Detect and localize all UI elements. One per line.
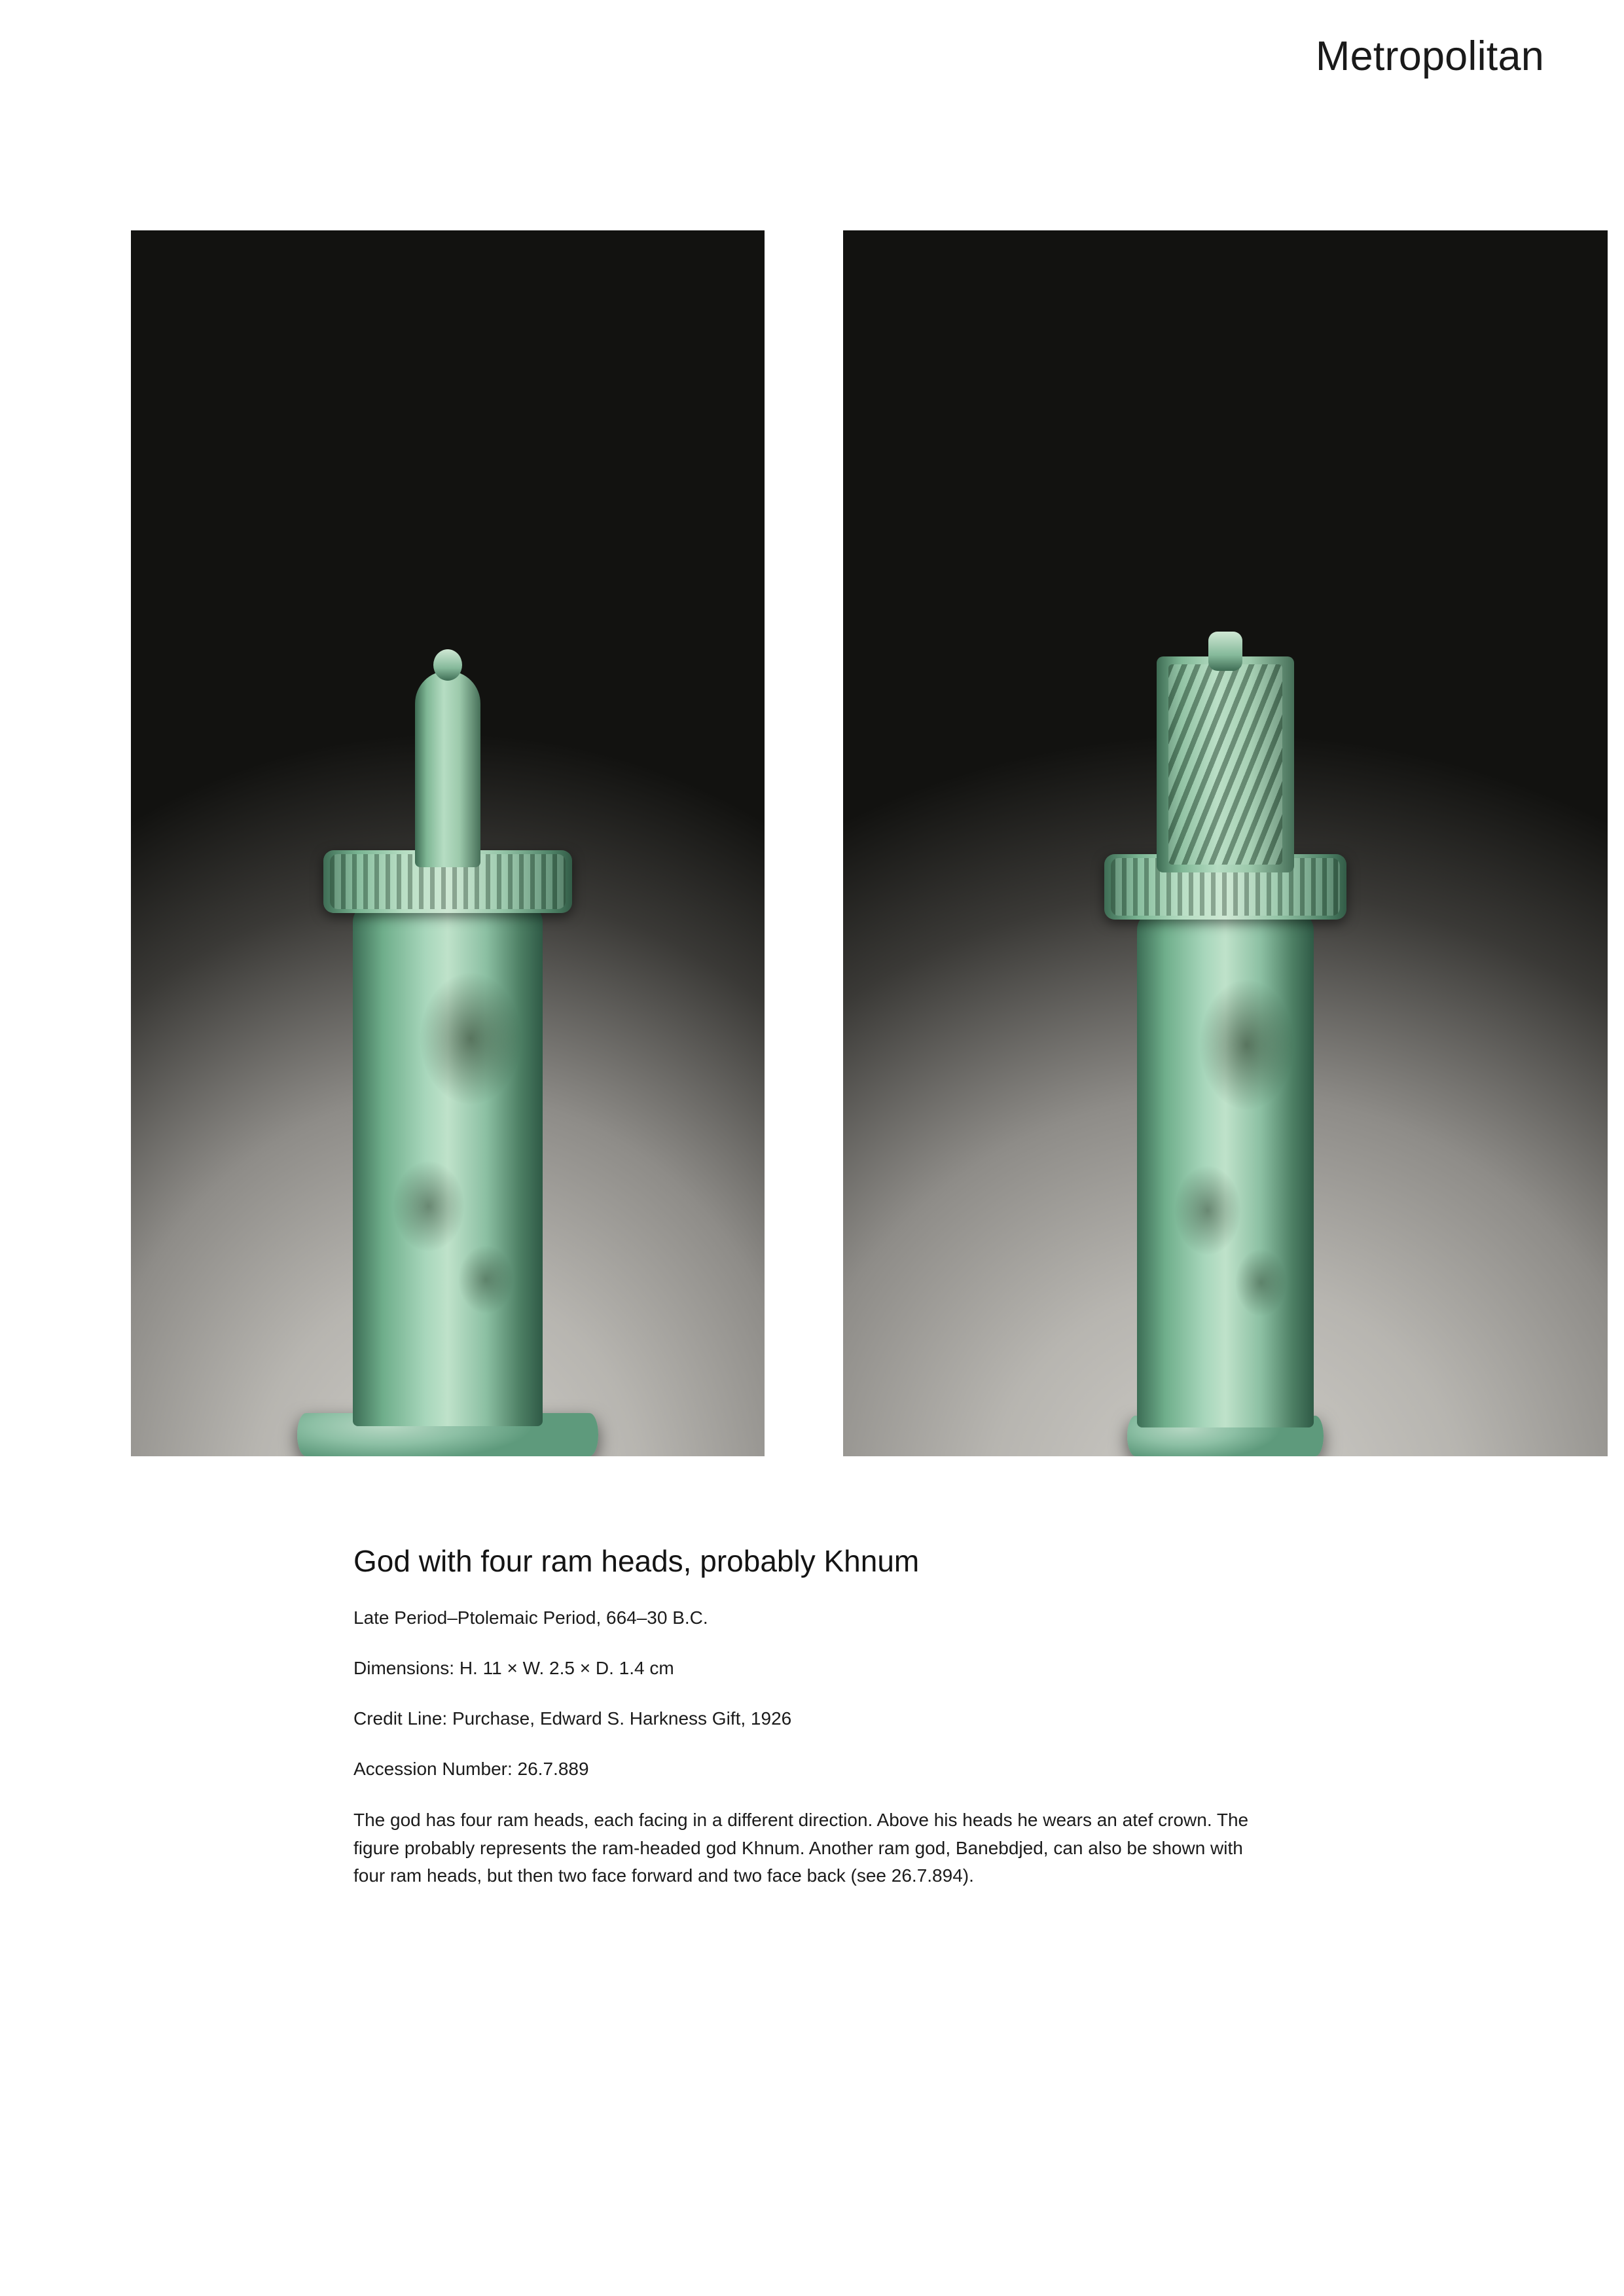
object-description: The god has four ram heads, each facing in a different direction. Above his heads he wears an atef crown. The figure probably represents the ram-headed god Khnum. Another ram god, Banebdjed, can also be shown with four ram heads, but then two face forward and two face back (see 26.7.894).: [353, 1810, 1249, 1886]
page-header: [0, 0, 1624, 164]
object-caption: [353, 1543, 1283, 1890]
figurine-body-front: [353, 903, 543, 1426]
object-photo-back: [843, 230, 1608, 1456]
object-credit-line: Credit Line: Purchase, Edward S. Harkness Gift, 1926: [353, 1708, 792, 1729]
museum-brand-title: Metropolitan: [1315, 33, 1544, 79]
figurine-body-back: [1137, 910, 1314, 1427]
figurine-crown-knob-back: [1208, 632, 1242, 671]
figurine-atef-crown-front: [415, 671, 480, 867]
object-title: God with four ram heads, probably Khnum: [353, 1544, 920, 1578]
figurine-atef-crown-back: [1157, 656, 1294, 872]
object-photo-front: [131, 230, 765, 1456]
object-dimensions: Dimensions: H. 11 × W. 2.5 × D. 1.4 cm: [353, 1657, 674, 1678]
figurine-crown-knob-front: [433, 649, 462, 681]
object-image-gallery: [0, 230, 1624, 1461]
object-accession-number: Accession Number: 26.7.889: [353, 1758, 589, 1779]
object-period: Late Period–Ptolemaic Period, 664–30 B.C.: [353, 1607, 708, 1628]
